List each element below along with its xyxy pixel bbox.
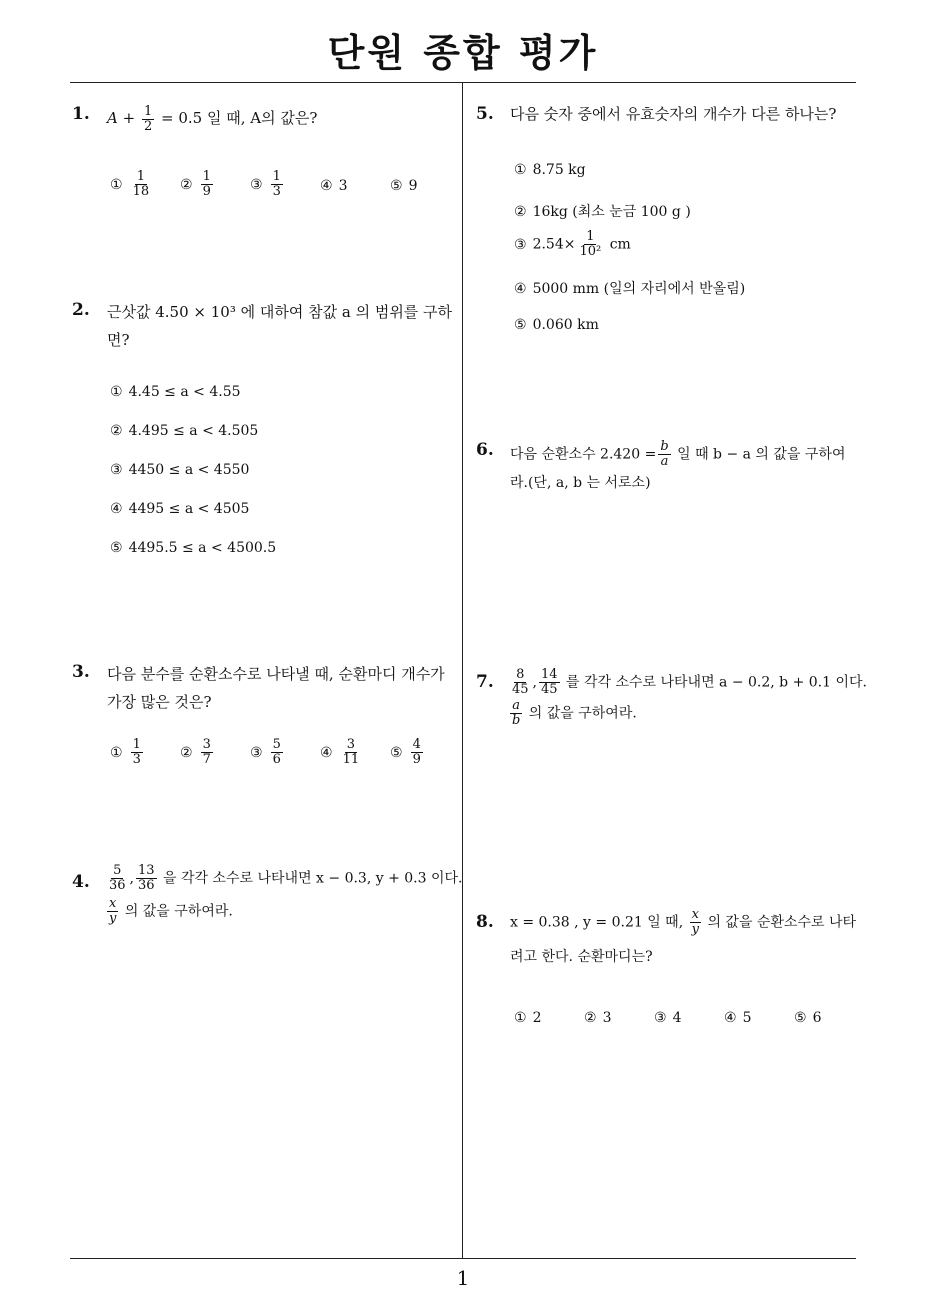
question-3-text: 다음 분수를 순환소수로 나타낼 때, 순환마디 개수가 가장 많은 것은?: [107, 665, 445, 711]
question-number: 3.: [72, 662, 90, 682]
column-divider: [462, 82, 463, 1259]
question-number: 7.: [476, 672, 494, 692]
choice-1[interactable]: ① $\frac{1}{3}$: [110, 737, 141, 767]
choice-4[interactable]: ④ 5: [724, 1010, 752, 1026]
choice-5[interactable]: ⑤ 0.060 km: [514, 317, 599, 333]
question-5-text: 다음 숫자 중에서 유효숫자의 개수가 다른 하나는?: [510, 105, 837, 123]
choice-3[interactable]: ③ 4450 ≤ a < 4550: [110, 462, 250, 478]
choice-2[interactable]: ② $\frac{3}{7}$: [180, 737, 211, 767]
question-2-text: 근삿값 4.50 × 10³ 에 대하여 참값 a 의 범위를 구하 면?: [107, 303, 453, 349]
choice-4[interactable]: ④ 3: [320, 178, 348, 194]
choice-5[interactable]: ⑤ $\frac{4}{9}$: [390, 737, 421, 767]
question-number: 8.: [476, 912, 494, 932]
question-number: 1.: [72, 104, 90, 124]
page-title: 단원 종합 평가: [327, 31, 599, 75]
choice-1[interactable]: ① 2: [514, 1010, 542, 1026]
question-7-text: $\frac{8}{45}$ , $\frac{14}{45}$ 를 각각 소수로 나타내면 a − 0.2, b + 0.1 이다. $\frac{a}{b}$ 의 값을 구하여라.: [512, 667, 867, 728]
choice-1[interactable]: ① 4.45 ≤ a < 4.55: [110, 384, 241, 400]
top-rule: [70, 82, 856, 83]
choice-2[interactable]: ② $\frac{1}{9}$: [180, 169, 211, 199]
choice-1[interactable]: ① $\frac{1}{18}$: [110, 169, 150, 199]
choice-5[interactable]: ⑤ 6: [794, 1010, 822, 1026]
choice-4[interactable]: ④ $\frac{3}{11}$: [320, 737, 360, 767]
choice-2[interactable]: ② 16kg (최소 눈금 100 g ): [514, 204, 691, 220]
choice-3[interactable]: ③ 4: [654, 1010, 682, 1026]
question-8-text: x = 0.38 , y = 0.21 일 때, $\frac{x}{y}$ 의 값을 순환소수로 나타 려고 한다. 순환마디는?: [510, 907, 857, 965]
choice-4[interactable]: ④ 4495 ≤ a < 4505: [110, 501, 250, 517]
choice-1[interactable]: ① 8.75 kg: [514, 162, 586, 178]
question-number: 4.: [72, 872, 90, 892]
choice-5[interactable]: ⑤ 9: [390, 178, 418, 194]
bottom-rule: [70, 1258, 856, 1259]
question-4-text: $\frac{5}{36}$ , $\frac{13}{36}$ 을 각각 소수로 나타내면 x − 0.3, y + 0.3 이다. $\frac{x}{y}$ 의 값을 구하여라.: [109, 863, 463, 926]
question-number: 6.: [476, 440, 494, 460]
question-number: 5.: [476, 104, 494, 124]
choice-3[interactable]: ③ $\frac{1}{3}$: [250, 169, 281, 199]
choice-2[interactable]: ② 3: [584, 1010, 612, 1026]
question-6-text: 다음 순환소수 2.420 = $\frac{b}{a}$ 일 때 b − a 의 값을 구하여 라.(단, a, b 는 서로소): [510, 439, 846, 491]
choice-5[interactable]: ⑤ 4495.5 ≤ a < 4500.5: [110, 540, 277, 556]
choice-4[interactable]: ④ 5000 mm (일의 자리에서 반올림): [514, 281, 746, 297]
page-number: 1: [456, 1266, 470, 1290]
question-1-text: A + $\frac{1}{2}$ = 0.5 일 때, A의 값은?: [107, 103, 318, 134]
choice-3[interactable]: ③ 2.54× $\frac{1}{\text{10²}}$ cm: [514, 229, 631, 259]
choice-3[interactable]: ③ $\frac{5}{6}$: [250, 737, 281, 767]
question-number: 2.: [72, 300, 90, 320]
choice-2[interactable]: ② 4.495 ≤ a < 4.505: [110, 423, 259, 439]
